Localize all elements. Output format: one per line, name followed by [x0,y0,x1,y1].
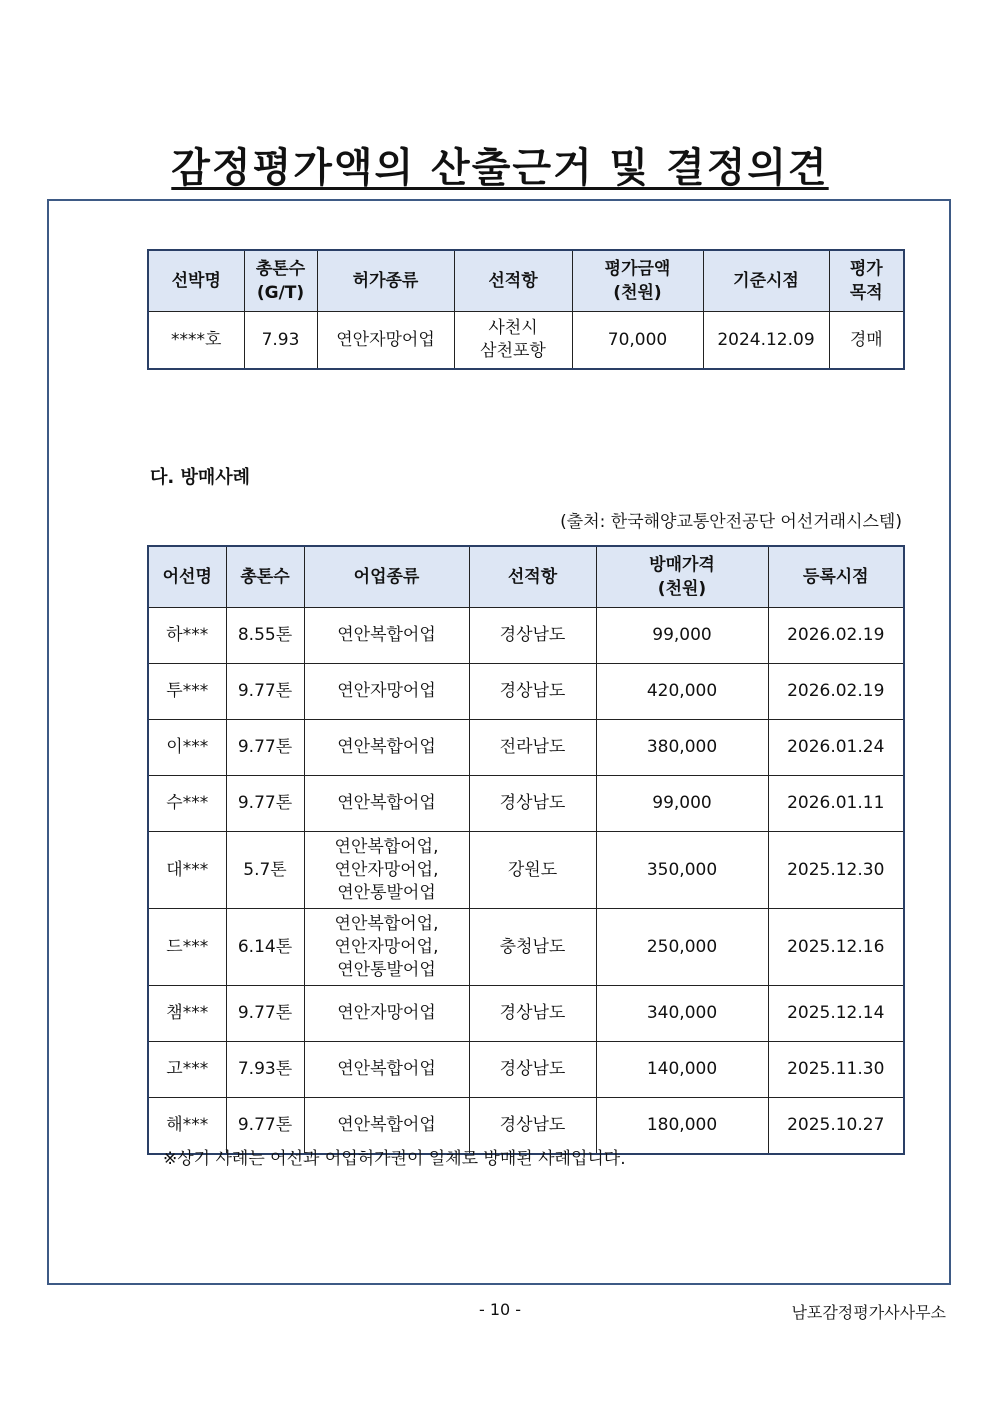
cases-cell: 2025.10.27 [768,1098,904,1155]
cases-cell: 380,000 [596,720,768,776]
cases-header-cell: 선적항 [469,546,596,608]
appraisal-cell: 사천시 삼천포항 [454,312,572,370]
cases-cell: 99,000 [596,608,768,664]
appraisal-header-cell: 허가종류 [317,250,454,312]
cases-cell: 연안복합어업, 연안자망어업, 연안통발어업 [304,832,469,909]
appraisal-table [147,249,905,370]
cases-cell: 연안복합어업 [304,608,469,664]
appraisal-cell: ****호 [148,312,244,370]
cases-header-cell: 어업종류 [304,546,469,608]
appraisal-cell: 연안자망어업 [317,312,454,370]
office-name: 남포감정평가사사무소 [791,1303,946,1322]
cases-cell: 연안복합어업 [304,1042,469,1098]
cases-cell: 6.14톤 [226,909,304,986]
appraisal-header-cell: 평가금액 (천원) [572,250,703,312]
cases-cell: 경상남도 [469,1098,596,1155]
cases-cell: 투*** [148,664,226,720]
appraisal-header-cell: 평가 목적 [829,250,904,312]
cases-cell: 340,000 [596,986,768,1042]
cases-cell: 2025.11.30 [768,1042,904,1098]
cases-cell: 140,000 [596,1042,768,1098]
cases-cell: 2026.02.19 [768,608,904,664]
cases-header-cell: 어선명 [148,546,226,608]
cases-cell: 하*** [148,608,226,664]
cases-cell: 경상남도 [469,776,596,832]
appraisal-cell: 2024.12.09 [703,312,829,370]
appraisal-cell: 70,000 [572,312,703,370]
cases-cell: 이*** [148,720,226,776]
section-heading: 다. 방매사례 [150,467,251,488]
cases-cell: 강원도 [469,832,596,909]
cases-cell: 연안복합어업 [304,720,469,776]
table-row [148,720,904,776]
cases-cell: 9.77톤 [226,720,304,776]
appraisal-header-row [148,250,904,312]
appraisal-cell: 경매 [829,312,904,370]
page-title: 감정평가액의 산출근거 및 결정의견 [171,145,829,191]
cases-cell: 경상남도 [469,664,596,720]
cases-cell: 연안자망어업 [304,664,469,720]
table-row [148,1042,904,1098]
cases-cell: 드*** [148,909,226,986]
table-row [148,664,904,720]
cases-cell: 420,000 [596,664,768,720]
page-number: - 10 - [478,1300,522,1319]
cases-cell: 2026.01.24 [768,720,904,776]
cases-cell: 대*** [148,832,226,909]
cases-cell: 수*** [148,776,226,832]
cases-cell: 경상남도 [469,1042,596,1098]
table-row [148,909,904,986]
cases-cell: 경상남도 [469,986,596,1042]
cases-header-cell: 등록시점 [768,546,904,608]
cases-cell: 250,000 [596,909,768,986]
cases-cell: 9.77톤 [226,664,304,720]
cases-cell: 해*** [148,1098,226,1155]
cases-cell: 연안자망어업 [304,986,469,1042]
cases-cell: 전라남도 [469,720,596,776]
table-row [148,986,904,1042]
table-row [148,832,904,909]
cases-cell: 7.93톤 [226,1042,304,1098]
cases-cell: 180,000 [596,1098,768,1155]
cases-cell: 9.77톤 [226,986,304,1042]
cases-cell: 연안복합어업 [304,1098,469,1155]
cases-cell: 고*** [148,1042,226,1098]
appraisal-header-cell: 선적항 [454,250,572,312]
cases-cell: 5.7톤 [226,832,304,909]
cases-cell: 2025.12.30 [768,832,904,909]
cases-cell: 99,000 [596,776,768,832]
appraisal-data-row [148,312,904,370]
cases-header-cell: 총톤수 [226,546,304,608]
cases-cell: 2025.12.14 [768,986,904,1042]
appraisal-header-cell: 총톤수 (G/T) [244,250,317,312]
table-row [148,776,904,832]
cases-cell: 2026.02.19 [768,664,904,720]
cases-cell: 2025.12.16 [768,909,904,986]
appraisal-header-cell: 기준시점 [703,250,829,312]
footnote: ※상기 사례는 어선과 어업허가권이 일체로 방매된 사례입니다. [163,1149,626,1169]
cases-header-cell: 방매가격 (천원) [596,546,768,608]
cases-cell: 8.55톤 [226,608,304,664]
table-row [148,608,904,664]
cases-cell: 연안복합어업, 연안자망어업, 연안통발어업 [304,909,469,986]
appraisal-header-cell: 선박명 [148,250,244,312]
cases-cell: 경상남도 [469,608,596,664]
appraisal-cell: 7.93 [244,312,317,370]
cases-cell: 9.77톤 [226,1098,304,1155]
cases-cell: 연안복합어업 [304,776,469,832]
cases-cell: 9.77톤 [226,776,304,832]
cases-cell: 2026.01.11 [768,776,904,832]
cases-cell: 350,000 [596,832,768,909]
cases-header-row [148,546,904,608]
cases-cell: 충청남도 [469,909,596,986]
cases-cell: 챔*** [148,986,226,1042]
source-note: (출처: 한국해양교통안전공단 어선거래시스템) [560,512,902,532]
sale-cases-table [147,545,905,1155]
